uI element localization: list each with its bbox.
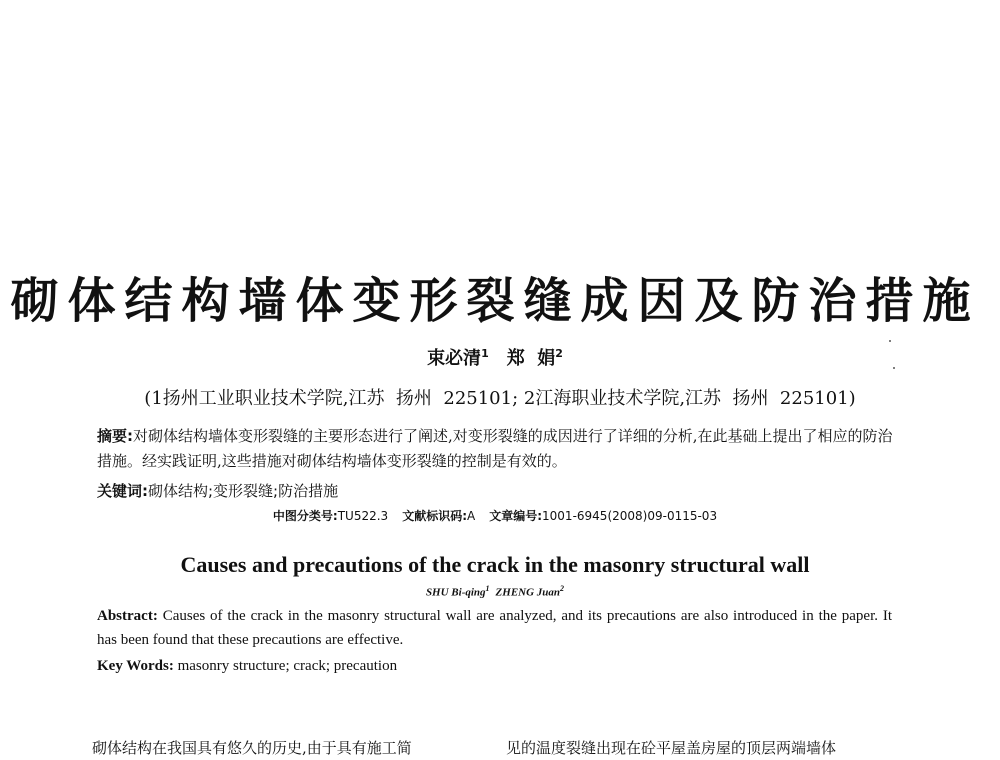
abstract-colon-en: : (152, 608, 163, 624)
keywords-label-cn: 关键词: (97, 482, 148, 500)
clc-label: 中图分类号: (272, 509, 338, 523)
author-list-en (0, 584, 990, 599)
keywords-cn (97, 480, 338, 501)
article-number-value: 1001-6945(2008)09-0115-03 (542, 509, 718, 523)
author-name-en: SHU Bi-qing (425, 586, 486, 599)
author-affiliation-mark-en: 2 (560, 584, 565, 593)
abstract-text-cn: 对砌体结构墙体变形裂缝的主要形态进行了阐述,对变形裂缝的成因进行了详细的分析,在此基础上提出了相应的防治措施。经实践证明,这些措施对砌体结构墙体变形裂缝的控制是有效的。 (97, 427, 893, 470)
paper-title-en: Causes and precautions of the crack in the masonry structural wall (180, 552, 810, 577)
doc-code-label: 文献标识码: (402, 509, 467, 523)
author-affiliation-mark-en: 1 (485, 584, 490, 593)
paper-title-cn: 砌体结构墙体变形裂缝成因及防治措施 (10, 273, 980, 329)
article-number-label: 文章编号: (489, 509, 543, 523)
scan-speck (893, 367, 895, 369)
abstract-label-cn: 摘要: (97, 427, 133, 445)
classification-line (0, 507, 990, 524)
keywords-en (97, 658, 397, 675)
author-name: 束必清 (427, 348, 482, 369)
abstract-label-en: Abstract (97, 608, 153, 624)
body-left-column: 砌体结构在我国具有悠久的历史,由于具有施工简 (92, 739, 412, 757)
scan-speck (889, 340, 891, 342)
author-name: 郑 娟 (506, 348, 556, 369)
clc-value: TU522.3 (337, 509, 389, 523)
abstract-en (97, 604, 892, 652)
author-name-en: ZHENG Juan (495, 586, 561, 599)
author-list-cn (0, 344, 990, 370)
body-right-column: 见的温度裂缝出现在砼平屋盖房屋的顶层两端墙体 (506, 739, 837, 757)
keywords-label-en: Key Words (97, 658, 169, 674)
abstract-cn (97, 424, 897, 474)
author-affiliation-mark: 2 (555, 347, 563, 360)
doc-code-value: A (467, 509, 476, 523)
keywords-colon-en: : (168, 658, 178, 674)
author-affiliation-mark: 1 (481, 347, 489, 360)
abstract-text-en: Causes of the crack in the masonry structural wall are analyzed, and its precautions are also introduced in the paper. It has been found that these precautions are effective. (97, 608, 892, 648)
keywords-text-cn: 砌体结构;变形裂缝;防治措施 (148, 482, 339, 500)
affiliation-cn: (1扬州工业职业技术学院,江苏 扬州 225101; 2江海职业技术学院,江苏 扬州 225101) (144, 388, 856, 409)
keywords-text-en: masonry structure; crack; precaution (177, 658, 398, 674)
